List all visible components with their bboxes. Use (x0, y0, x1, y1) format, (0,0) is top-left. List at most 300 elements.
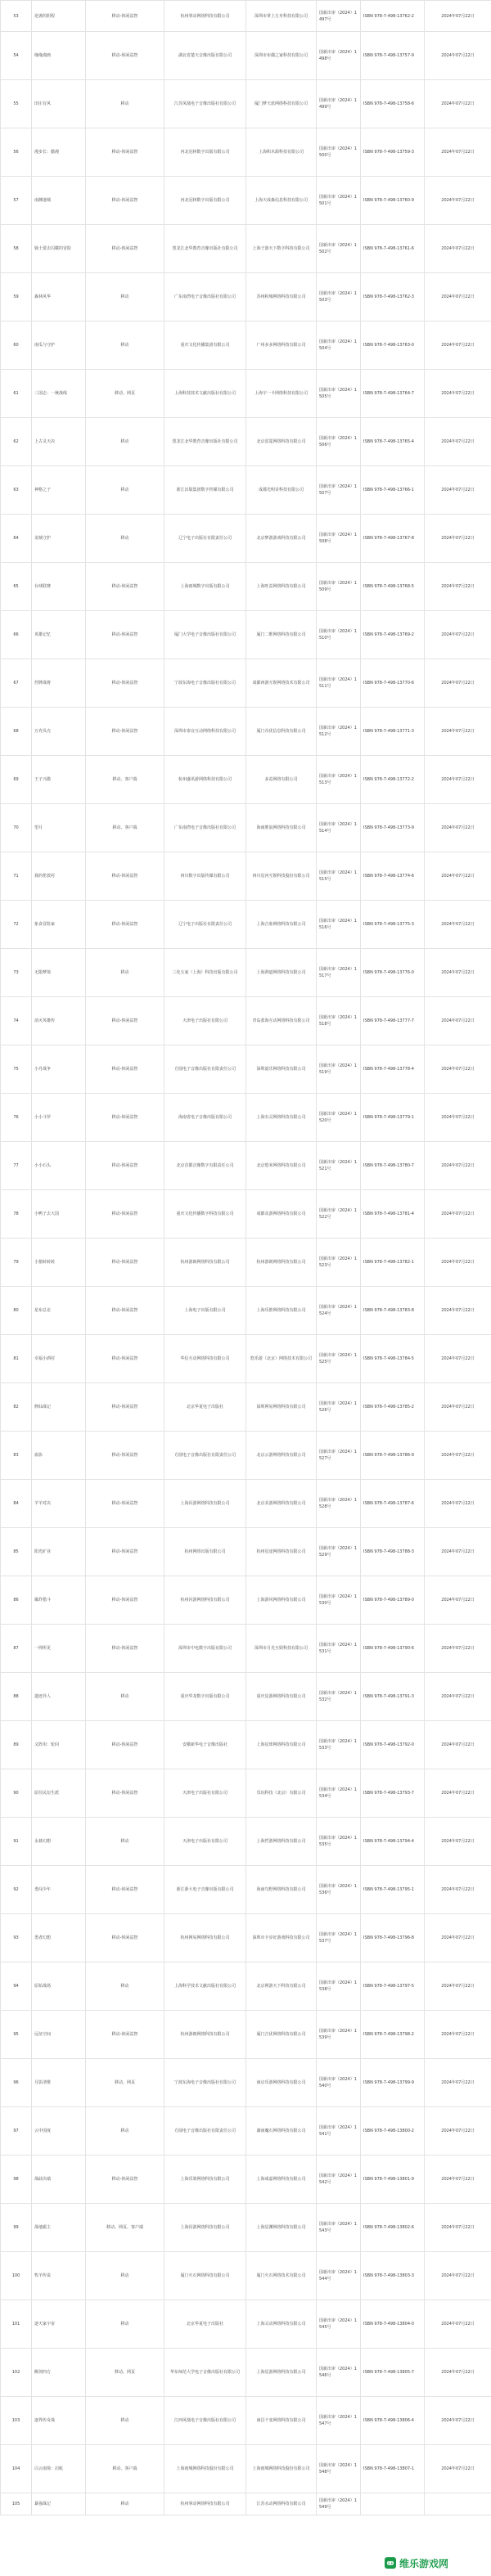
row-number-cell: 79 (1, 1239, 32, 1287)
approval-number-cell: 国新出审（2024）1522号 (317, 1190, 361, 1239)
isbn-cell: ISBN 978-7-498-13773-9 (361, 804, 425, 852)
date-cell (425, 2493, 491, 2515)
category-cell: 移动 (86, 2252, 164, 2300)
game-name-cell: 血影 (32, 1432, 86, 1480)
date-cell: 2024年07月22日 (425, 2300, 491, 2349)
game-name-cell: 原住民衍生派 (32, 1769, 86, 1818)
date-cell: 2024年07月22日 (425, 466, 491, 515)
approval-number-cell: 国新出审（2024）1528号 (317, 1480, 361, 1528)
category-cell: 移动 (86, 80, 164, 128)
publisher-cell: 天津电子出版社有限公司 (164, 997, 246, 1045)
date-cell: 2024年07月22日 (425, 2252, 491, 2300)
game-name-cell: 神格之子 (32, 466, 86, 515)
isbn-cell: ISBN 978-7-498-13764-7 (361, 370, 425, 418)
approval-number-cell: 国新出审（2024）1502号 (317, 225, 361, 273)
table-row (1, 1721, 491, 1769)
isbn-cell: ISBN 978-7-498-13793-7 (361, 1769, 425, 1818)
table-row (1, 659, 491, 708)
publisher-cell: 华东师范大学电子音像出版社有限公司 (164, 2349, 246, 2397)
category-cell: 移动 (86, 466, 164, 515)
approval-number-cell: 国新出审（2024）1544号 (317, 2252, 361, 2300)
game-name-cell: 原始战场 (32, 1962, 86, 2011)
category-cell: 移动-休闲益智 (86, 225, 164, 273)
approval-number-cell: 国新出审（2024）1516号 (317, 901, 361, 949)
row-number-cell: 59 (1, 273, 32, 321)
operator-cell: 悠乐游（北京）网络技术有限公司 (246, 1335, 317, 1383)
approval-number-cell: 国新出审（2024）1543号 (317, 2204, 361, 2252)
date-cell: 2024年07月22日 (425, 659, 491, 708)
date-cell: 2024年07月22日 (425, 2204, 491, 2252)
approval-number-cell: 国新出审（2024）1527号 (317, 1432, 361, 1480)
table-row (1, 273, 491, 321)
publisher-cell: 浙江出版集团数字传媒有限公司 (164, 466, 246, 515)
isbn-cell: ISBN 978-7-498-13806-4 (361, 2397, 425, 2445)
game-name-cell: 逐界传奇战 (32, 2397, 86, 2445)
date-cell: 2024年07月22日 (425, 2059, 491, 2107)
approval-number-cell: 国新出审（2024）1538号 (317, 1962, 361, 2011)
publisher-cell: 杭州游朗网络科技有限公司 (164, 2011, 246, 2059)
isbn-cell: ISBN 978-7-498-13800-2 (361, 2107, 425, 2156)
operator-cell: 江苏水动网络科技有限公司 (246, 2493, 317, 2515)
category-cell: 移动-休闲益智 (86, 2011, 164, 2059)
approval-number-cell: 国新出审（2024）1504号 (317, 321, 361, 370)
approval-number-cell: 国新出审（2024）1542号 (317, 2156, 361, 2204)
approval-number-cell: 国新出审（2024）1529号 (317, 1528, 361, 1576)
approval-number-cell: 国新出审（2024）1518号 (317, 997, 361, 1045)
operator-cell: 深圳市月光互娱科技有限公司 (246, 1625, 317, 1673)
category-cell: 移动-休闲益智 (86, 1721, 164, 1769)
operator-cell: 杭州游朗网络科技有限公司 (246, 1239, 317, 1287)
game-name-cell: 田庄有风 (32, 80, 86, 128)
category-cell: 移动 (86, 2397, 164, 2445)
category-cell: 移动、客户端 (86, 756, 164, 804)
date-cell: 2024年07月22日 (425, 1625, 491, 1673)
approval-number-cell: 国新出审（2024）1521号 (317, 1142, 361, 1190)
game-name-cell: 醉剑四方 (32, 2349, 86, 2397)
category-cell: 移动-休闲益智 (86, 1866, 164, 1914)
publisher-cell: 厦门大学电子音像出版社有限公司 (164, 611, 246, 659)
category-cell: 移动-休闲益智 (86, 1383, 164, 1432)
isbn-cell: ISBN 978-7-498-13795-1 (361, 1866, 425, 1914)
operator-cell: 上海积木源科技有限公司 (246, 128, 317, 177)
publisher-cell: 北京首都音像数字有限责任公司 (164, 1142, 246, 1190)
game-name-cell: 暴强战记 (32, 2493, 86, 2515)
category-cell: 移动、网页 (86, 2059, 164, 2107)
isbn-cell: ISBN 978-7-498-13805-7 (361, 2349, 425, 2397)
operator-cell: 上海哲游网络科技有限公司 (246, 1818, 317, 1866)
approval-number-cell: 国新出审（2024）1549号 (317, 2493, 361, 2515)
approval-number-cell: 国新出审（2024）1515号 (317, 852, 361, 901)
game-name-cell: 勇者幻想 (32, 1914, 86, 1962)
publisher-cell: 杭州闪游网络科技有限公司 (164, 1576, 246, 1625)
operator-cell: 北京网游天下科技有限公司 (246, 1962, 317, 2011)
operator-cell: 深圳市布偶之家科技有限公司 (246, 32, 317, 80)
row-number-cell: 85 (1, 1528, 32, 1576)
publisher-cell: 上海科学技术文献出版社有限公司 (164, 1962, 246, 2011)
row-number-cell: 81 (1, 1335, 32, 1383)
row-number-cell: 95 (1, 2011, 32, 2059)
isbn-cell: ISBN 978-7-498-13799-9 (361, 2059, 425, 2107)
date-cell: 2024年07月22日 (425, 2011, 491, 2059)
row-number-cell: 67 (1, 659, 32, 708)
table-row (1, 1866, 491, 1914)
approval-number-cell: 国新出审（2024）1498号 (317, 32, 361, 80)
approval-number-cell: 国新出审（2024）1536号 (317, 1866, 361, 1914)
row-number-cell: 100 (1, 2252, 32, 2300)
category-cell: 移动-休闲益智 (86, 563, 164, 611)
publisher-cell: 广东南湾电子音像出版社有限公司 (164, 804, 246, 852)
game-name-cell: 南渊迷城 (32, 177, 86, 225)
game-name-cell: 牧羊传说 (32, 2252, 86, 2300)
publisher-cell: 河北冠林数字出版有限公司 (164, 128, 246, 177)
isbn-cell: ISBN 978-7-498-13765-4 (361, 418, 425, 466)
isbn-cell: ISBN 978-7-498-13778-4 (361, 1045, 425, 1094)
game-name-cell: 消灭英雄传 (32, 997, 86, 1045)
publisher-cell: 上海闪游网络科技有限公司 (164, 2204, 246, 2252)
isbn-cell: ISBN 978-7-498-13803-3 (361, 2252, 425, 2300)
category-cell: 移动 (86, 273, 164, 321)
date-cell: 2024年07月22日 (425, 1142, 491, 1190)
isbn-cell: ISBN 978-7-498-13771-3 (361, 708, 425, 756)
game-name-cell: 小猪转转转 (32, 1239, 86, 1287)
date-cell: 2024年07月22日 (425, 2107, 491, 2156)
isbn-cell: ISBN 978-7-498-13761-6 (361, 225, 425, 273)
watermark (385, 2553, 486, 2573)
publisher-cell: 上海雨城网络科技股份有限公司 (164, 2445, 246, 2493)
category-cell: 移动-休闲益智 (86, 659, 164, 708)
publisher-cell: 杭州网络出版有限公司 (164, 1528, 246, 1576)
table-row (1, 2300, 491, 2349)
category-cell: 移动、客户端 (86, 804, 164, 852)
game-name-cell: 星布总论 (32, 1287, 86, 1335)
operator-cell: 厦门奇优信息科技有限公司 (246, 708, 317, 756)
category-cell: 移动、网页 (86, 370, 164, 418)
date-cell: 2024年07月22日 (425, 756, 491, 804)
date-cell: 2024年07月22日 (425, 1769, 491, 1818)
row-number-cell: 63 (1, 466, 32, 515)
category-cell: 移动-休闲益智 (86, 1142, 164, 1190)
operator-cell: 北京雷霆网络科技有限公司 (246, 418, 317, 466)
approval-number-cell: 国新出审（2024）1532号 (317, 1673, 361, 1721)
operator-cell: 上海雨城网络科技股份有限公司 (246, 2445, 317, 2493)
category-cell: 移动-休闲益智 (86, 1528, 164, 1576)
table-row (1, 1528, 491, 1576)
approval-number-cell: 国新出审（2024）1547号 (317, 2397, 361, 2445)
operator-cell: 厦门梦天蓝网络科技有限公司 (246, 80, 317, 128)
row-number-cell: 80 (1, 1287, 32, 1335)
table-row (1, 611, 491, 659)
row-number-cell: 90 (1, 1769, 32, 1818)
game-name-cell: 阳光矿业 (32, 1528, 86, 1576)
isbn-cell: ISBN 978-7-498-13758-6 (361, 80, 425, 128)
table-row (1, 1576, 491, 1625)
date-cell: 2024年07月22日 (425, 804, 491, 852)
game-name-cell: 漫步长：勤漫 (32, 128, 86, 177)
isbn-cell: ISBN 978-7-498-13786-9 (361, 1432, 425, 1480)
game-name-cell: 象食冒险家 (32, 901, 86, 949)
isbn-cell: ISBN 978-7-498-13790-6 (361, 1625, 425, 1673)
publisher-cell: 杭州掌动网络科技有限公司 (164, 2493, 246, 2515)
table-row (1, 370, 491, 418)
row-number-cell: 62 (1, 418, 32, 466)
row-number-cell: 65 (1, 563, 32, 611)
approval-number-cell: 国新出审（2024）1514号 (317, 804, 361, 852)
game-name-cell: 云中国度 (32, 2107, 86, 2156)
table-row (1, 708, 491, 756)
game-name-cell: 战地霸主 (32, 2204, 86, 2252)
isbn-cell: ISBN 978-7-498-13774-6 (361, 852, 425, 901)
table-row (1, 1383, 491, 1432)
operator-cell: 上海宇一卡网络科技有限公司 (246, 370, 317, 418)
isbn-cell: ISBN 978-7-498-13791-3 (361, 1673, 425, 1721)
date-cell: 2024年07月22日 (425, 80, 491, 128)
isbn-cell: ISBN 978-7-498-13784-5 (361, 1335, 425, 1383)
table-row (1, 1239, 491, 1287)
table-row (1, 1190, 491, 1239)
date-cell: 2024年07月22日 (425, 708, 491, 756)
publisher-cell: 四川数字出版传媒有限公司 (164, 852, 246, 901)
date-cell: 2024年07月22日 (425, 2156, 491, 2204)
table-body (1, 1, 491, 2515)
category-cell: 移动 (86, 949, 164, 997)
table-row (1, 2059, 491, 2107)
publisher-cell: 方圆电子音像出版社有限责任公司 (164, 1432, 246, 1480)
publisher-cell: 天津电子出版社有限公司 (164, 1769, 246, 1818)
date-cell: 2024年07月22日 (425, 1239, 491, 1287)
publisher-cell: 上海雨城数字出版有限公司 (164, 563, 246, 611)
table-row (1, 2107, 491, 2156)
row-number-cell: 76 (1, 1094, 32, 1142)
game-name-cell: 上古灵天决 (32, 418, 86, 466)
row-number-cell: 97 (1, 2107, 32, 2156)
row-number-cell: 88 (1, 1673, 32, 1721)
isbn-cell: ISBN 978-7-498-13783-8 (361, 1287, 425, 1335)
approval-number-cell: 国新出审（2024）1534号 (317, 1769, 361, 1818)
date-cell: 2024年07月22日 (425, 611, 491, 659)
approval-number-cell: 国新出审（2024）1503号 (317, 273, 361, 321)
game-name-cell: 骑士要去闪耀的冒险 (32, 225, 86, 273)
approval-number-cell: 国新出审（2024）1509号 (317, 563, 361, 611)
date-cell: 2024年07月22日 (425, 1866, 491, 1914)
approval-number-cell: 国新出审（2024）1530号 (317, 1576, 361, 1625)
table-row (1, 1962, 491, 2011)
row-number-cell: 70 (1, 804, 32, 852)
publisher-cell: 上海科技技术文献出版社有限公司 (164, 370, 246, 418)
watermark-text: 维乐游戏网 (399, 2557, 449, 2569)
operator-cell: 北京梦游游戏科技有限公司 (246, 515, 317, 563)
operator-cell: 南昌千变网络科技有限公司 (246, 2397, 317, 2445)
row-number-cell: 66 (1, 611, 32, 659)
isbn-cell: ISBN 978-7-498-13801-9 (361, 2156, 425, 2204)
row-number-cell: 71 (1, 852, 32, 901)
game-name-cell: 遗迹异人 (32, 1673, 86, 1721)
operator-cell: 厦门二维网络科技有限公司 (246, 611, 317, 659)
category-cell: 移动 (86, 418, 164, 466)
publisher-cell: 北京华夏电子出版社 (164, 1383, 246, 1432)
game-name-cell: 月影清歌 (32, 2059, 86, 2107)
game-name-cell: 小鸭子去大国 (32, 1190, 86, 1239)
approval-number-cell: 国新出审（2024）1507号 (317, 466, 361, 515)
game-name-cell: 远征空间 (32, 2011, 86, 2059)
game-name-cell: 幸福小酒村 (32, 1335, 86, 1383)
operator-cell: 广州多多网络科技有限公司 (246, 321, 317, 370)
category-cell: 移动 (86, 1673, 164, 1721)
category-cell: 移动-休闲益智 (86, 1, 164, 32)
category-cell: 移动-休闲益智 (86, 1432, 164, 1480)
category-cell: 移动-休闲益智 (86, 32, 164, 80)
approval-number-cell: 国新出审（2024）1512号 (317, 708, 361, 756)
operator-cell: 海南胜浪网络科技有限公司 (246, 804, 317, 852)
publisher-cell: 浙江浙大电子音像出版有限公司 (164, 1866, 246, 1914)
table-row (1, 756, 491, 804)
approval-number-cell: 国新出审（2024）1499号 (317, 80, 361, 128)
table-row (1, 2445, 491, 2493)
operator-cell: 青岛蓝海互动网络科技有限公司 (246, 997, 317, 1045)
date-cell: 2024年07月22日 (425, 1, 491, 32)
date-cell: 2024年07月22日 (425, 32, 491, 80)
operator-cell: 厦门吉优网络科技有限公司 (246, 2011, 317, 2059)
publisher-cell: 黑龙江北华教育音像出版社有限公司 (164, 225, 246, 273)
game-name-cell: 小小石头 (32, 1142, 86, 1190)
row-number-cell: 64 (1, 515, 32, 563)
game-name-cell: 勇闯少年 (32, 1866, 86, 1914)
publisher-cell: 方圆电子音像出版社有限责任公司 (164, 1045, 246, 1094)
table-row (1, 901, 491, 949)
isbn-cell: ISBN 978-7-498-13772-2 (361, 756, 425, 804)
date-cell: 2024年07月22日 (425, 2397, 491, 2445)
publisher-cell: 方圆电子音像出版社有限责任公司 (164, 2107, 246, 2156)
game-name-cell: 王子兴傲 (32, 756, 86, 804)
category-cell: 移动-休闲益智 (86, 1576, 164, 1625)
row-number-cell: 74 (1, 997, 32, 1045)
row-number-cell: 77 (1, 1142, 32, 1190)
category-cell: 移动-休闲益智 (86, 1335, 164, 1383)
operator-cell: 深圳市卡步好游戏科技有限公司 (246, 1914, 317, 1962)
game-name-cell: 白云南境：启航 (32, 2445, 86, 2493)
game-name-cell: 永暮幻想 (32, 1818, 86, 1866)
table-row (1, 1094, 491, 1142)
category-cell: 移动-休闲益智 (86, 901, 164, 949)
date-cell: 2024年07月22日 (425, 177, 491, 225)
publisher-cell: 三化五家（上海）科技出版有限公司 (164, 949, 246, 997)
isbn-cell: ISBN 978-7-498-13787-6 (361, 1480, 425, 1528)
table-row (1, 1673, 491, 1721)
table-row (1, 2252, 491, 2300)
publisher-cell: 广东南湾电子音像出版社有限公司 (164, 273, 246, 321)
isbn-cell: ISBN 978-7-498-13782-1 (361, 1239, 425, 1287)
date-cell: 2024年07月22日 (425, 1480, 491, 1528)
row-number-cell: 53 (1, 1, 32, 32)
isbn-cell: ISBN 978-7-498-13766-1 (361, 466, 425, 515)
isbn-cell: ISBN 978-7-498-13781-4 (361, 1190, 425, 1239)
isbn-cell: ISBN 978-7-498-13757-9 (361, 32, 425, 80)
date-cell: 2024年07月22日 (425, 2349, 491, 2397)
isbn-cell: ISBN 978-7-498-13779-1 (361, 1094, 425, 1142)
isbn-cell: ISBN 978-7-498-13794-4 (361, 1818, 425, 1866)
operator-cell: 深圳网易网络科技有限公司 (246, 1383, 317, 1432)
approval-number-cell: 国新出审（2024）1505号 (317, 370, 361, 418)
row-number-cell: 102 (1, 2349, 32, 2397)
date-cell: 2024年07月22日 (425, 852, 491, 901)
category-cell: 移动 (86, 2300, 164, 2349)
isbn-cell: ISBN 978-7-498-13768-5 (361, 563, 425, 611)
isbn-cell: ISBN 978-7-498-13792-0 (361, 1721, 425, 1769)
game-controller-icon (385, 2557, 396, 2569)
table-row (1, 80, 491, 128)
row-number-cell: 86 (1, 1576, 32, 1625)
isbn-cell: ISBN 978-7-498-13762-3 (361, 273, 425, 321)
operator-cell: 上海天成森信息科技有限公司 (246, 177, 317, 225)
row-number-cell: 103 (1, 2397, 32, 2445)
publisher-cell: 华信互动网络科技有限公司 (164, 1335, 246, 1383)
approval-number-cell: 国新出审（2024）1525号 (317, 1335, 361, 1383)
row-number-cell: 87 (1, 1625, 32, 1673)
category-cell: 移动-休闲益智 (86, 997, 164, 1045)
approval-number-cell: 国新出审（2024）1526号 (317, 1383, 361, 1432)
publisher-cell: 辽宁电子出版社有限责任公司 (164, 515, 246, 563)
date-cell: 2024年07月22日 (425, 1335, 491, 1383)
operator-cell: 多益网络有限公司 (246, 756, 317, 804)
table-row (1, 418, 491, 466)
table-row (1, 466, 491, 515)
operator-cell: 深圳市掌上方舟科技有限公司 (246, 1, 317, 32)
isbn-cell: ISBN 978-7-498-13775-3 (361, 901, 425, 949)
category-cell: 移动-休闲益智 (86, 1914, 164, 1962)
category-cell: 移动 (86, 1818, 164, 1866)
approval-number-cell: 国新出审（2024）1497号 (317, 1, 361, 32)
approval-number-cell: 国新出审（2024）1539号 (317, 2011, 361, 2059)
date-cell: 2024年07月22日 (425, 1287, 491, 1335)
publisher-cell: 深圳市泰宜互动网络科技有限公司 (164, 708, 246, 756)
row-number-cell: 56 (1, 128, 32, 177)
operator-cell: 南京乐游网络科技有限公司 (246, 2059, 317, 2107)
operator-cell: 北京云游网络科技有限公司 (246, 1432, 317, 1480)
date-cell: 2024年07月22日 (425, 1576, 491, 1625)
row-number-cell: 75 (1, 1045, 32, 1094)
row-number-cell: 58 (1, 225, 32, 273)
approval-number-cell: 国新出审（2024）1519号 (317, 1045, 361, 1094)
operator-cell: 成都光明奇科技有限公司 (246, 466, 317, 515)
operator-cell: 上海吉象网络科技有限公司 (246, 901, 317, 949)
table-row (1, 2156, 491, 2204)
publisher-cell: 宁波东海电子音像出版社有限公司 (164, 2059, 246, 2107)
approval-number-cell: 国新出审（2024）1533号 (317, 1721, 361, 1769)
table-row (1, 1432, 491, 1480)
row-number-cell: 69 (1, 756, 32, 804)
operator-cell: 上海星游网络科技有限公司 (246, 2349, 317, 2397)
game-name-cell: 修仙战记 (32, 1383, 86, 1432)
date-cell: 2024年07月22日 (425, 1383, 491, 1432)
row-number-cell: 82 (1, 1383, 32, 1432)
game-name-cell: 一网所见 (32, 1625, 86, 1673)
approval-number-cell: 国新出审（2024）1508号 (317, 515, 361, 563)
publisher-cell: 江苏凤凰电子音像出版社有限公司 (164, 80, 246, 128)
publisher-cell: 宁波东海电子音像出版社有限公司 (164, 659, 246, 708)
category-cell: 移动-休闲益智 (86, 852, 164, 901)
publisher-cell: 黑龙江北华教育音像出版社有限公司 (164, 418, 246, 466)
operator-cell: 成都西游互娱网络技术有限公司 (246, 659, 317, 708)
approval-number-cell: 国新出审（2024）1541号 (317, 2107, 361, 2156)
operator-cell: 北京美游网络科技有限公司 (246, 1480, 317, 1528)
table-row (1, 1769, 491, 1818)
game-name-cell: 小丹战争 (32, 1045, 86, 1094)
publisher-cell: 厦门火石网络科技有限公司 (164, 2252, 246, 2300)
row-number-cell: 84 (1, 1480, 32, 1528)
isbn-cell: ISBN 978-7-498-13763-0 (361, 321, 425, 370)
game-name-cell: 台球联赛 (32, 563, 86, 611)
row-number-cell: 61 (1, 370, 32, 418)
operator-cell: 上海星球网络科技有限公司 (246, 1721, 317, 1769)
